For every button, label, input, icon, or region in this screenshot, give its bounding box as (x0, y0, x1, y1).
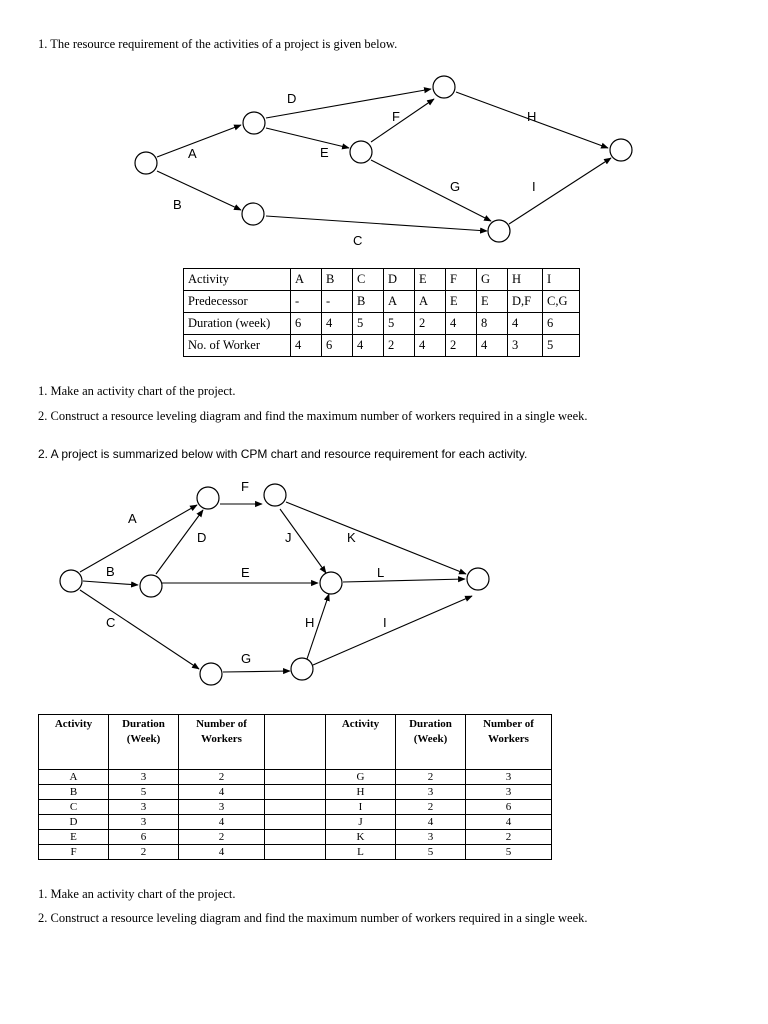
q1-network-diagram (0, 0, 768, 260)
table-cell: 3 (109, 800, 179, 815)
q1-edge-F (371, 99, 434, 142)
table-cell: A (384, 291, 415, 313)
q2-node (197, 487, 219, 509)
table-cell: B (322, 269, 353, 291)
q2-edge-K (286, 502, 466, 574)
table-row (39, 785, 552, 800)
q1-node (433, 76, 455, 98)
q1-node (135, 152, 157, 174)
q2-node (264, 484, 286, 506)
table-cell: 3 (508, 335, 543, 357)
q2-resource-table (38, 714, 552, 860)
table-cell: 2 (446, 335, 477, 357)
table-cell: Predecessor (184, 291, 291, 313)
q1-label-F: F (392, 109, 400, 124)
table-cell: 2 (396, 770, 466, 785)
q1-label-D: D (287, 91, 297, 106)
table-cell: G (326, 770, 396, 785)
q2-label-H: H (305, 615, 315, 630)
table-cell: 5 (396, 845, 466, 860)
q1-node (243, 112, 265, 134)
table-header-cell: Duration (Week) (109, 715, 179, 770)
table-cell: E (415, 269, 446, 291)
table-cell: 6 (109, 830, 179, 845)
table-cell: A (415, 291, 446, 313)
q1-task-1: 1. Make an activity chart of the project. (38, 384, 236, 398)
q1-node (242, 203, 264, 225)
q1-edge-E (266, 128, 349, 148)
table-cell: 6 (543, 313, 580, 335)
table-row (184, 269, 580, 291)
table-cell: 4 (179, 815, 265, 830)
table-cell: C (39, 800, 109, 815)
table-cell: B (39, 785, 109, 800)
table-cell (265, 830, 326, 845)
q2-node (200, 663, 222, 685)
table-cell: 4 (179, 845, 265, 860)
table-cell: 4 (396, 815, 466, 830)
q2-edge-D (156, 510, 203, 574)
table-row (184, 291, 580, 313)
q1-label-I: I (532, 179, 536, 194)
table-cell: 3 (466, 770, 552, 785)
table-cell: L (326, 845, 396, 860)
table-row (39, 815, 552, 830)
table-cell: 4 (353, 335, 384, 357)
q2-node (291, 658, 313, 680)
table-header-cell: Activity (39, 715, 109, 770)
table-cell: 4 (322, 313, 353, 335)
table-cell: 2 (179, 770, 265, 785)
table-cell: 4 (291, 335, 322, 357)
q2-network-diagram (0, 470, 768, 700)
q2-label-F: F (241, 479, 249, 494)
q1-title: 1. The resource requirement of the activities of a project is given below. (38, 37, 398, 51)
table-cell: - (291, 291, 322, 313)
table-cell: C,G (543, 291, 580, 313)
q2-label-J: J (285, 530, 292, 545)
q2-label-D: D (197, 530, 207, 545)
table-cell (265, 785, 326, 800)
table-cell: 5 (466, 845, 552, 860)
table-cell: 2 (179, 830, 265, 845)
q1-node (610, 139, 632, 161)
table-header-cell: Activity (326, 715, 396, 770)
table-cell: J (326, 815, 396, 830)
q1-node (488, 220, 510, 242)
q2-edge-I (313, 596, 472, 665)
q1-label-H: H (527, 109, 537, 124)
table-cell: 3 (466, 785, 552, 800)
table-header-cell: Number of Workers (466, 715, 552, 770)
table-cell: 3 (179, 800, 265, 815)
table-cell: 6 (291, 313, 322, 335)
table-cell: 3 (109, 770, 179, 785)
q1-resource-table (183, 268, 580, 357)
q1-edge-A (157, 125, 241, 157)
table-header-row (39, 715, 552, 770)
q2-node (320, 572, 342, 594)
table-cell: 5 (109, 785, 179, 800)
q1-edge-C (266, 216, 487, 231)
table-cell: 4 (477, 335, 508, 357)
table-cell: Duration (week) (184, 313, 291, 335)
table-header-cell: Duration (Week) (396, 715, 466, 770)
q1-label-A: A (188, 146, 197, 161)
table-cell: F (39, 845, 109, 860)
table-cell (265, 815, 326, 830)
table-cell: D,F (508, 291, 543, 313)
q2-edge-A (80, 505, 197, 572)
q1-node (350, 141, 372, 163)
table-cell: 2 (466, 830, 552, 845)
table-cell (265, 770, 326, 785)
table-cell: G (477, 269, 508, 291)
table-header-cell (265, 715, 326, 770)
table-cell: No. of Worker (184, 335, 291, 357)
q2-title: 2. A project is summarized below with CPM chart and resource requirement for each activity. (38, 447, 528, 461)
table-row (39, 845, 552, 860)
q1-label-E: E (320, 145, 329, 160)
q2-edge-L (343, 579, 465, 582)
table-row (39, 770, 552, 785)
q2-node (140, 575, 162, 597)
table-row (184, 313, 580, 335)
q2-label-G: G (241, 651, 252, 666)
table-row (39, 800, 552, 815)
table-cell: B (353, 291, 384, 313)
q2-edge-B (83, 581, 138, 585)
table-cell: I (543, 269, 580, 291)
q2-label-A: A (128, 511, 137, 526)
table-row (39, 830, 552, 845)
table-cell: C (353, 269, 384, 291)
q1-label-C: C (353, 233, 363, 248)
table-cell: 2 (415, 313, 446, 335)
table-cell: E (477, 291, 508, 313)
q2-label-B: B (106, 564, 115, 579)
q2-edge-G (223, 671, 290, 672)
q1-label-G: G (450, 179, 461, 194)
table-header-cell: Number of Workers (179, 715, 265, 770)
table-cell: 2 (396, 800, 466, 815)
q2-node (467, 568, 489, 590)
table-cell: A (291, 269, 322, 291)
q2-node (60, 570, 82, 592)
table-cell: F (446, 269, 477, 291)
table-cell: 5 (384, 313, 415, 335)
table-cell: K (326, 830, 396, 845)
q1-edge-I (509, 158, 611, 224)
table-cell: 6 (466, 800, 552, 815)
table-cell: 4 (415, 335, 446, 357)
table-cell: 3 (109, 815, 179, 830)
table-cell: E (39, 830, 109, 845)
table-cell: 6 (322, 335, 353, 357)
table-cell (265, 845, 326, 860)
table-cell: Activity (184, 269, 291, 291)
table-cell: I (326, 800, 396, 815)
q1-task-2: 2. Construct a resource leveling diagram and find the maximum number of workers required in a single week. (38, 409, 588, 423)
q2-task-2: 2. Construct a resource leveling diagram and find the maximum number of workers required in a single week. (38, 911, 588, 925)
table-cell: 3 (396, 830, 466, 845)
q1-edge-B (157, 171, 241, 210)
table-cell: H (508, 269, 543, 291)
q2-label-C: C (106, 615, 116, 630)
table-cell: 4 (508, 313, 543, 335)
q2-edge-C (80, 590, 199, 669)
table-cell: 4 (179, 785, 265, 800)
table-cell: D (39, 815, 109, 830)
table-cell: 5 (353, 313, 384, 335)
table-cell: H (326, 785, 396, 800)
q2-label-K: K (347, 530, 356, 545)
table-cell: - (322, 291, 353, 313)
table-row (184, 335, 580, 357)
table-cell (265, 800, 326, 815)
q2-label-L: L (377, 565, 385, 580)
table-cell: 3 (396, 785, 466, 800)
table-cell: 2 (384, 335, 415, 357)
q2-label-I: I (383, 615, 387, 630)
table-cell: 4 (466, 815, 552, 830)
q1-label-B: B (173, 197, 182, 212)
table-cell: 2 (109, 845, 179, 860)
q2-label-E: E (241, 565, 250, 580)
table-cell: 5 (543, 335, 580, 357)
q1-edge-G (371, 160, 491, 221)
table-cell: D (384, 269, 415, 291)
table-cell: 8 (477, 313, 508, 335)
table-cell: E (446, 291, 477, 313)
table-cell: A (39, 770, 109, 785)
q2-task-1: 1. Make an activity chart of the project. (38, 887, 236, 901)
table-cell: 4 (446, 313, 477, 335)
